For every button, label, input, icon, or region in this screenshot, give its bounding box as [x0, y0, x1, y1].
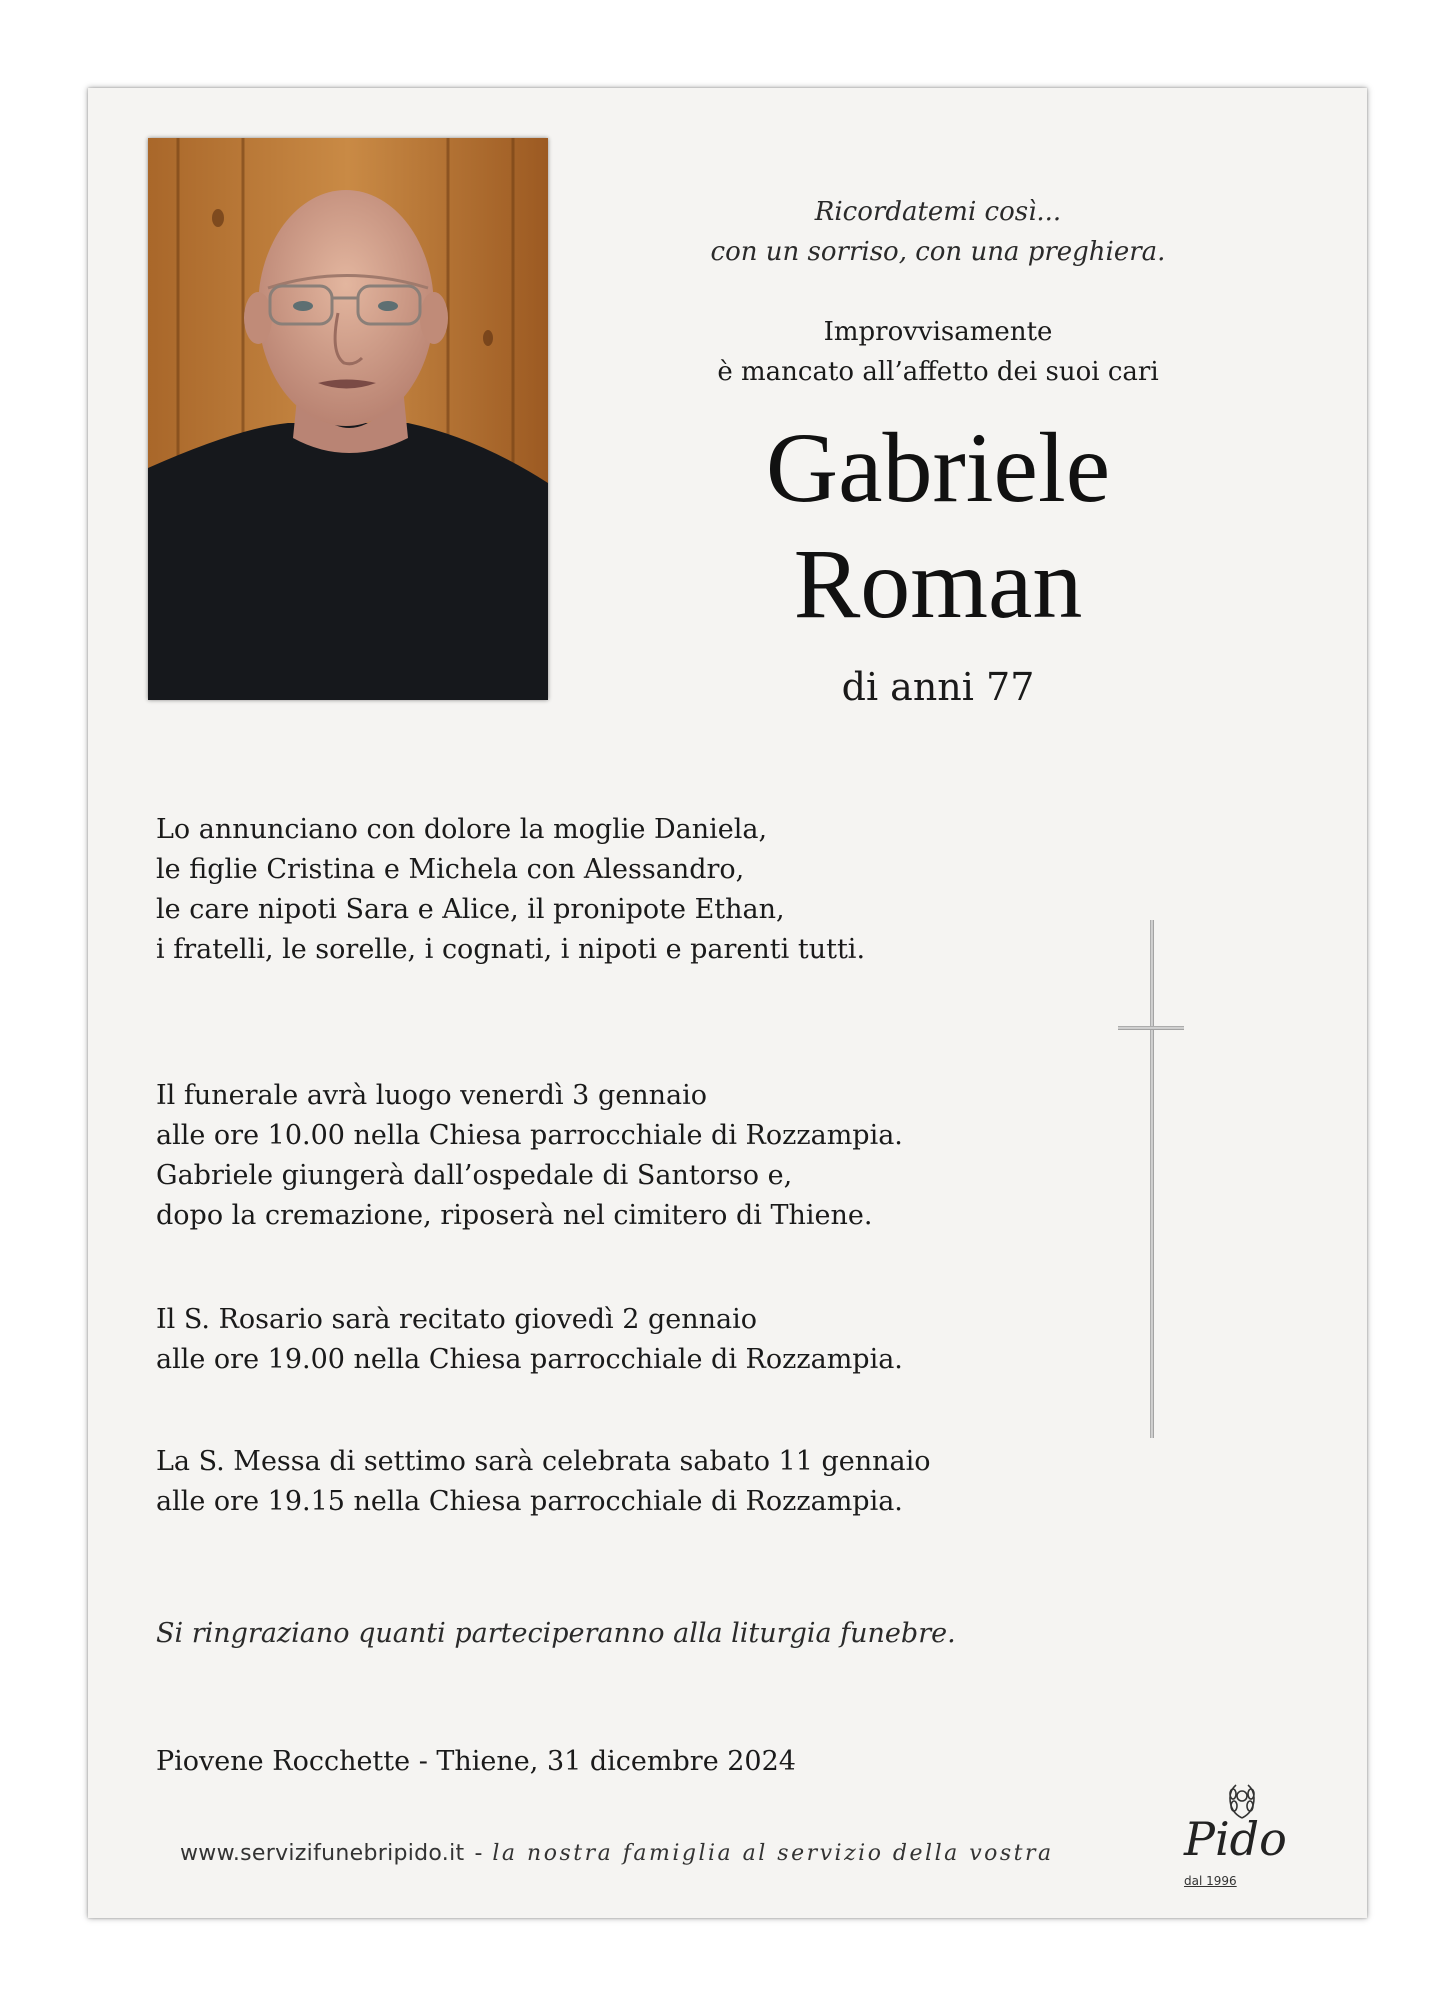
- first-name: Gabriele: [765, 412, 1111, 523]
- text-line: Il funerale avrà luogo venerdì 3 gennaio: [156, 1080, 707, 1111]
- text-line: i fratelli, le sorelle, i cognati, i nipoti e parenti tutti.: [156, 934, 866, 965]
- text-line: le care nipoti Sara e Alice, il pronipote Ethan,: [156, 894, 785, 925]
- text-line: dopo la cremazione, riposerà nel cimitero di Thiene.: [156, 1200, 873, 1231]
- cross-horizontal-bar: [1118, 1026, 1184, 1030]
- epigraph-line: Ricordatemi così...: [814, 197, 1062, 227]
- portrait-illustration: [148, 138, 548, 700]
- footer-separator: -: [474, 1841, 483, 1866]
- website-link[interactable]: www.servizifunebripido.it: [180, 1841, 465, 1866]
- funeral-paragraph: [156, 1076, 1036, 1236]
- text-line: alle ore 10.00 nella Chiesa parrocchiale di Rozzampia.: [156, 1120, 903, 1151]
- intro-line: è mancato all’affetto dei suoi cari: [717, 357, 1159, 387]
- place-and-date: Piovene Rocchette - Thiene, 31 dicembre 2024: [156, 1746, 796, 1777]
- intro-line: Improvvisamente: [823, 317, 1053, 347]
- deceased-name: [608, 410, 1268, 642]
- text-line: La S. Messa di settimo sarà celebrata sabato 11 gennaio: [156, 1446, 931, 1477]
- footer: [180, 1840, 1054, 1866]
- text-line: alle ore 19.15 nella Chiesa parrocchiale di Rozzampia.: [156, 1486, 903, 1517]
- age: di anni 77: [841, 665, 1035, 709]
- tagline: la nostra famiglia al servizio della vostra: [492, 1841, 1054, 1866]
- thanks-note: Si ringraziano quanti parteciperanno alla liturgia funebre.: [156, 1618, 956, 1649]
- cross-vertical-bar: [1150, 920, 1154, 1438]
- mass-paragraph: [156, 1442, 1036, 1522]
- obituary-notice: [88, 88, 1367, 1918]
- text-line: Gabriele giungerà dall’ospedale di Santorso e,: [156, 1160, 793, 1191]
- logo-since: dal 1996: [1184, 1874, 1237, 1888]
- rosary-paragraph: [156, 1300, 1036, 1380]
- text-line: le figlie Cristina e Michela con Alessandro,: [156, 854, 745, 885]
- logo-name: Pido: [1184, 1812, 1287, 1866]
- text-line: Il S. Rosario sarà recitato giovedì 2 gennaio: [156, 1304, 758, 1335]
- epigraph-line: con un sorriso, con una preghiera.: [710, 237, 1166, 267]
- intro: [608, 312, 1268, 392]
- last-name: Roman: [793, 528, 1083, 639]
- text-line: alle ore 19.00 nella Chiesa parrocchiale di Rozzampia.: [156, 1344, 903, 1375]
- announcement-paragraph: [156, 810, 1036, 970]
- epigraph: [608, 192, 1268, 272]
- text-line: Lo annunciano con dolore la moglie Daniela,: [156, 814, 768, 845]
- portrait-photo: [148, 138, 548, 700]
